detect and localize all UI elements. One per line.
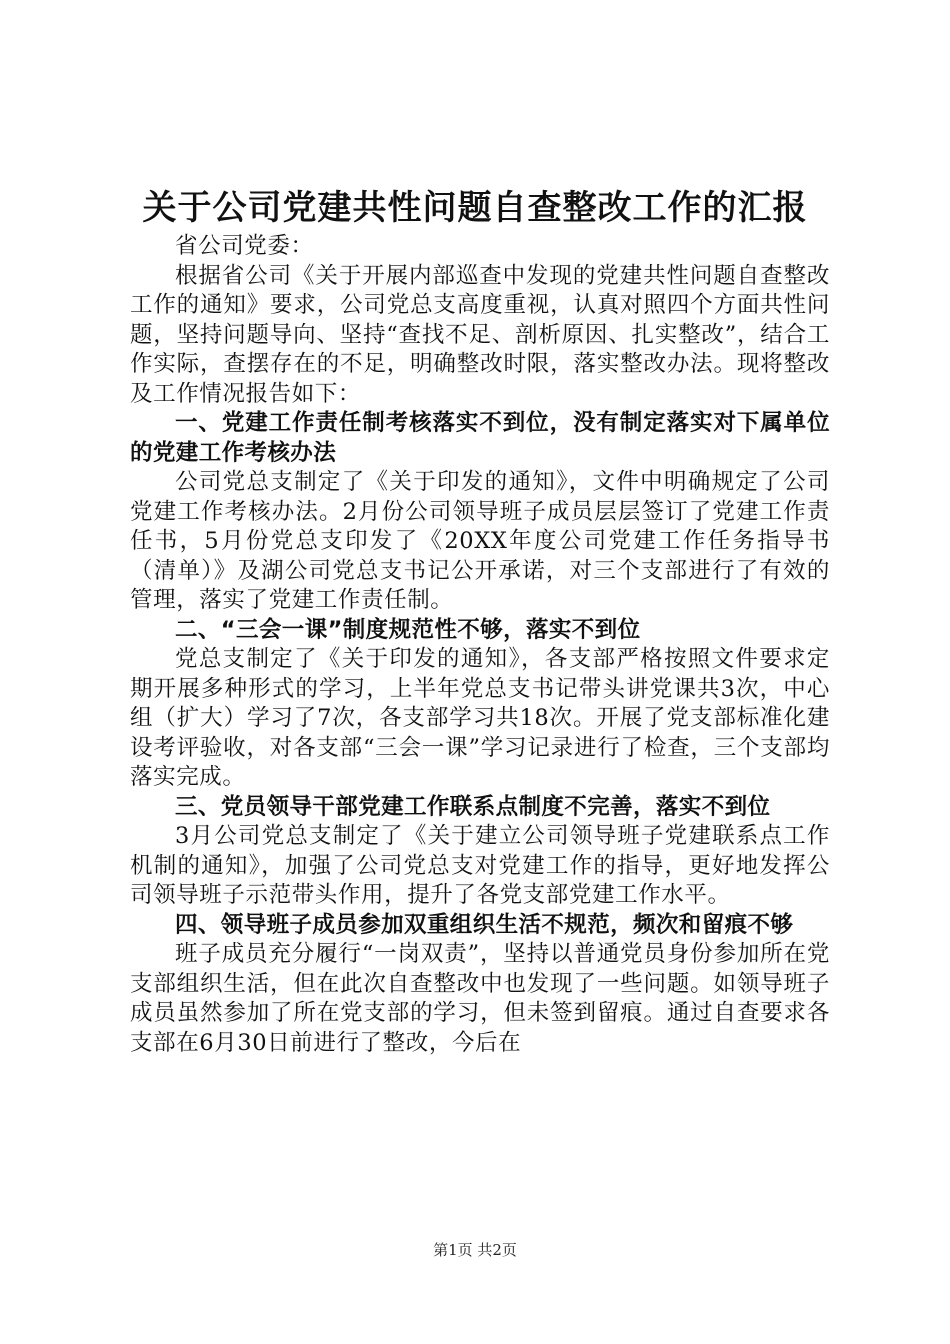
section-heading-4: 四、领导班子成员参加双重组织生活不规范，频次和留痕不够 <box>175 911 794 938</box>
document-title: 关于公司党建共性问题自查整改工作的汇报 <box>142 188 808 228</box>
section-body-1: 公司党总支制定了《关于印发的通知》，文件中明确规定了公司党建工作考核办法。2月份公司领导班子成员层层签订了党建工作责任书，5月份党总支印发了《20XX年度公司党建工作任务指导书（清单）》及湖公司党总支书记公开承诺，对三个支部进行了有效的管理，落实了党建工作责任制。 <box>130 469 830 613</box>
section-body-3: 3月公司党总支制定了《关于建立公司领导班子党建联系点工作机制的通知》，加强了公司党总支对党建工作的指导，更好地发挥公司领导班子示范带头作用，提升了各党支部党建工作水平。 <box>130 823 830 908</box>
section-heading-1: 一、党建工作责任制考核落实不到位，没有制定落实对下属单位的党建工作考核办法 <box>130 410 830 466</box>
section-heading-2: 二、“三会一课”制度规范性不够，落实不到位 <box>175 616 641 643</box>
document-body <box>130 232 830 1058</box>
salutation: 省公司党委： <box>175 233 314 259</box>
section-heading-3: 三、党员领导干部党建工作联系点制度不完善，落实不到位 <box>175 793 771 820</box>
section-body-2: 党总支制定了《关于印发的通知》，各支部严格按照文件要求定期开展多种形式的学习，上半年党总支书记带头讲党课共3次，中心组（扩大）学习了7次，各支部学习共18次。开展了党支部标准化建设考评验收，对各支部“三会一课”学习记录进行了检查，三个支部均落实完成。 <box>130 646 830 790</box>
page-number: 第1页 共2页 <box>433 1241 517 1259</box>
intro-paragraph: 根据省公司《关于开展内部巡查中发现的党建共性问题自查整改工作的通知》要求，公司党总支高度重视，认真对照四个方面共性问题，坚持问题导向、坚持“查找不足、剖析原因、扎实整改”，结合工作实际，查摆存在的不足，明确整改时限，落实整改办法。现将整改及工作情况报告如下： <box>130 262 830 407</box>
section-body-4: 班子成员充分履行“一岗双责”，坚持以普通党员身份参加所在党支部组织生活，但在此次自查整改中也发现了一些问题。如领导班子成员虽然参加了所在党支部的学习，但未签到留痕。通过自查要求各支部在6月30日前进行了整改，今后在 <box>130 941 830 1056</box>
